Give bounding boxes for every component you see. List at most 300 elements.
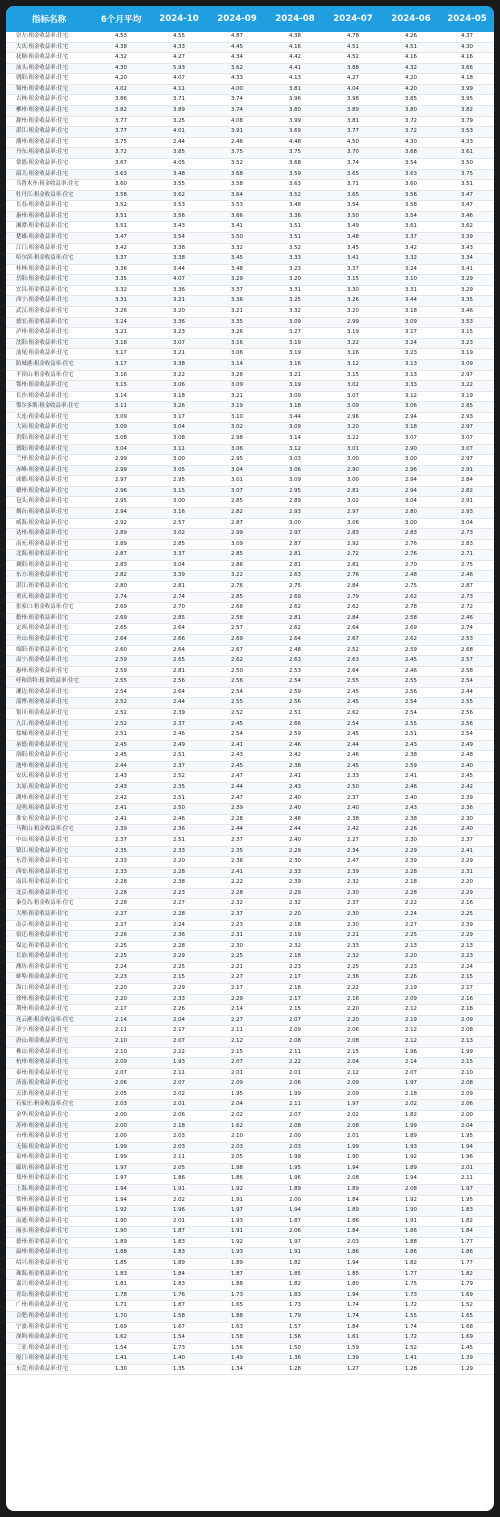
table-cell: 3.72 (382, 127, 440, 138)
table-cell: 2.62 (266, 624, 324, 635)
table-row (6, 1311, 494, 1322)
table-cell: 1.34 (208, 1364, 266, 1375)
column-header[interactable]: 6个月平均 (92, 6, 150, 32)
table-cell: 4.50 (324, 137, 382, 148)
table-cell: 2.07 (382, 1068, 440, 1079)
table-cell: 3.22 (440, 381, 494, 392)
table-cell: 2.06 (150, 1110, 208, 1121)
table-cell: 2.18 (266, 984, 324, 995)
table-cell: 2.85 (150, 613, 208, 624)
row-label: 郴州:租金收益率:住宅 (6, 106, 92, 117)
table-cell: 2.31 (440, 867, 494, 878)
table-cell: 2.86 (208, 560, 266, 571)
table-cell: 2.08 (324, 1036, 382, 1047)
table-cell: 2.18 (382, 878, 440, 889)
table-cell: 2.74 (92, 592, 150, 603)
table-cell: 2.87 (266, 539, 324, 550)
table-cell: 2.51 (92, 730, 150, 741)
column-header[interactable]: 2024-06 (382, 6, 440, 32)
row-label: 江门:租金收益率:住宅 (6, 243, 92, 254)
table-cell: 2.43 (92, 772, 150, 783)
table-cell: 2.39 (92, 825, 150, 836)
table-cell: 1.49 (208, 1354, 266, 1365)
row-label: 宁波:租金收益率:住宅 (6, 1322, 92, 1333)
table-cell: 2.35 (92, 846, 150, 857)
table-cell: 3.18 (382, 307, 440, 318)
table-cell: 3.21 (266, 370, 324, 381)
table-cell: 1.28 (266, 1364, 324, 1375)
table-row (6, 74, 494, 85)
table-cell: 2.90 (382, 444, 440, 455)
table-cell: 3.50 (324, 211, 382, 222)
row-label: 赣州:租金收益率:住宅 (6, 486, 92, 497)
table-cell: 1.73 (150, 1343, 208, 1354)
table-cell: 1.40 (150, 1354, 208, 1365)
table-cell: 3.21 (208, 391, 266, 402)
table-cell: 4.26 (382, 32, 440, 42)
table-cell: 3.07 (382, 433, 440, 444)
table-cell: 2.37 (208, 835, 266, 846)
table-cell: 2.03 (92, 1100, 150, 1111)
table-cell: 1.94 (92, 1195, 150, 1206)
row-label: 北海:租金收益率:住宅 (6, 550, 92, 561)
table-cell: 2.62 (324, 603, 382, 614)
table-cell: 3.99 (266, 116, 324, 127)
table-cell: 3.19 (324, 328, 382, 339)
table-cell: 2.00 (92, 1132, 150, 1143)
table-cell: 2.11 (266, 1100, 324, 1111)
table-row (6, 338, 494, 349)
table-cell: 3.32 (382, 254, 440, 265)
table-cell: 2.84 (324, 582, 382, 593)
row-label: 锦州:租金收益率:住宅 (6, 84, 92, 95)
table-card (6, 6, 494, 1511)
table-cell: 2.47 (324, 857, 382, 868)
table-cell: 3.52 (92, 201, 150, 212)
table-cell: 1.83 (266, 1290, 324, 1301)
table-cell: 2.23 (92, 973, 150, 984)
table-cell: 2.23 (382, 962, 440, 973)
table-cell: 1.79 (440, 1280, 494, 1291)
table-cell: 2.38 (324, 814, 382, 825)
table-cell: 3.61 (382, 222, 440, 233)
row-label: 厦门:租金收益率:住宅 (6, 1354, 92, 1365)
table-cell: 2.66 (150, 634, 208, 645)
table-cell: 3.56 (382, 190, 440, 201)
table-cell: 2.15 (440, 1058, 494, 1069)
table-cell: 2.76 (208, 582, 266, 593)
table-cell: 2.45 (92, 751, 150, 762)
table-cell: 1.72 (382, 1301, 440, 1312)
table-cell: 2.42 (324, 825, 382, 836)
row-label: 廊坊:租金收益率:住宅 (6, 1163, 92, 1174)
table-cell: 2.64 (324, 666, 382, 677)
table-cell: 3.44 (150, 264, 208, 275)
table-cell: 2.57 (440, 656, 494, 667)
table-cell: 3.48 (150, 169, 208, 180)
table-cell: 3.34 (440, 254, 494, 265)
table-cell: 2.98 (208, 433, 266, 444)
table-cell: 2.85 (208, 550, 266, 561)
table-cell: 2.95 (150, 476, 208, 487)
table-cell: 2.69 (92, 613, 150, 624)
table-row (6, 687, 494, 698)
table-cell: 2.22 (150, 1047, 208, 1058)
column-header[interactable]: 2024-09 (208, 6, 266, 32)
table-row (6, 603, 494, 614)
table-cell: 2.56 (266, 698, 324, 709)
table-row (6, 878, 494, 889)
table-cell: 1.90 (92, 1216, 150, 1227)
table-cell: 2.27 (208, 1015, 266, 1026)
table-cell: 2.27 (150, 899, 208, 910)
table-cell: 2.29 (440, 857, 494, 868)
table-cell: 2.64 (324, 624, 382, 635)
table-row (6, 1301, 494, 1312)
table-row (6, 909, 494, 920)
table-row (6, 783, 494, 794)
row-label: 安庆:租金收益率:住宅 (6, 772, 92, 783)
row-label: 哈尔滨:租金收益率:住宅 (6, 254, 92, 265)
row-label: 长沙:租金收益率:住宅 (6, 391, 92, 402)
table-cell: 2.76 (382, 550, 440, 561)
table-cell: 2.06 (440, 1100, 494, 1111)
table-cell: 1.89 (382, 1163, 440, 1174)
table-cell: 2.15 (440, 973, 494, 984)
table-cell: 3.75 (208, 148, 266, 159)
table-cell: 2.29 (440, 888, 494, 899)
table-row (6, 867, 494, 878)
table-cell: 2.28 (150, 909, 208, 920)
table-cell: 2.19 (382, 984, 440, 995)
table-row (6, 317, 494, 328)
table-cell: 2.20 (324, 1005, 382, 1016)
table-cell: 2.03 (150, 1132, 208, 1143)
table-row (6, 730, 494, 741)
row-label: 朝阳:租金收益率:住宅 (6, 74, 92, 85)
table-cell: 1.86 (208, 1174, 266, 1185)
table-cell: 1.39 (440, 1354, 494, 1365)
table-cell: 2.54 (208, 730, 266, 741)
table-cell: 2.25 (208, 952, 266, 963)
table-cell: 1.45 (440, 1343, 494, 1354)
table-cell: 4.52 (324, 53, 382, 64)
table-cell: 2.74 (150, 592, 208, 603)
row-label: 温州:租金收益率:住宅 (6, 1248, 92, 1259)
table-cell: 3.17 (92, 359, 150, 370)
table-cell: 1.50 (266, 1343, 324, 1354)
table-cell: 1.95 (440, 1132, 494, 1143)
table-cell: 3.71 (150, 95, 208, 106)
table-cell: 3.04 (440, 518, 494, 529)
table-cell: 4.30 (92, 63, 150, 74)
table-cell: 1.76 (150, 1290, 208, 1301)
table-cell: 2.57 (150, 518, 208, 529)
table-cell: 3.52 (266, 243, 324, 254)
table-cell: 3.07 (440, 444, 494, 455)
table-row (6, 899, 494, 910)
table-cell: 1.99 (92, 1153, 150, 1164)
row-label: 大连:租金收益率:住宅 (6, 412, 92, 423)
table-cell: 3.10 (208, 412, 266, 423)
row-label: 镇江:租金收益率:住宅 (6, 846, 92, 857)
table-cell: 1.96 (150, 1206, 208, 1217)
table-cell: 3.16 (324, 349, 382, 360)
table-cell: 2.30 (440, 814, 494, 825)
table-row (6, 1153, 494, 1164)
table-cell: 2.26 (92, 931, 150, 942)
row-label: 九江:租金收益率:住宅 (6, 719, 92, 730)
row-label: 崇左:租金收益率:住宅 (6, 32, 92, 42)
table-cell: 2.33 (92, 867, 150, 878)
table-cell: 3.45 (324, 243, 382, 254)
table-cell: 3.33 (266, 254, 324, 265)
table-cell: 3.99 (440, 84, 494, 95)
table-cell: 1.69 (440, 1290, 494, 1301)
row-label: 秦皇岛:租金收益率:住宅 (6, 899, 92, 910)
row-label: 银川:租金收益率:住宅 (6, 709, 92, 720)
table-cell: 3.12 (382, 391, 440, 402)
table-cell: 3.54 (324, 201, 382, 212)
table-cell: 4.30 (440, 42, 494, 53)
row-label: 苏州:租金收益率:住宅 (6, 1121, 92, 1132)
table-cell: 3.77 (92, 116, 150, 127)
table-cell: 2.97 (266, 529, 324, 540)
table-cell: 1.92 (382, 1195, 440, 1206)
table-cell: 2.93 (440, 412, 494, 423)
table-cell: 3.41 (208, 222, 266, 233)
table-cell: 3.17 (382, 328, 440, 339)
table-cell: 3.36 (208, 296, 266, 307)
table-cell: 1.99 (324, 1142, 382, 1153)
table-cell: 3.56 (150, 211, 208, 222)
table-cell: 3.61 (440, 148, 494, 159)
table-cell: 3.18 (92, 338, 150, 349)
table-row (6, 1354, 494, 1365)
table-cell: 3.53 (150, 201, 208, 212)
table-cell: 1.84 (324, 1195, 382, 1206)
table-row (6, 1089, 494, 1100)
table-cell: 2.62 (382, 592, 440, 603)
table-row (6, 1100, 494, 1111)
table-cell: 2.08 (324, 1121, 382, 1132)
table-cell: 1.89 (92, 1237, 150, 1248)
table-row (6, 624, 494, 635)
table-cell: 2.27 (92, 920, 150, 931)
table-cell: 2.74 (440, 624, 494, 635)
row-label: 承德:租金收益率:住宅 (6, 740, 92, 751)
table-cell: 2.28 (150, 941, 208, 952)
table-cell: 2.28 (92, 899, 150, 910)
table-cell: 3.06 (382, 402, 440, 413)
table-cell: 2.25 (440, 909, 494, 920)
table-row (6, 994, 494, 1005)
table-cell: 2.13 (440, 941, 494, 952)
table-cell: 2.06 (324, 1026, 382, 1037)
table-cell: 4.11 (150, 84, 208, 95)
row-label: 惠州:租金收益率:住宅 (6, 666, 92, 677)
table-cell: 3.68 (208, 169, 266, 180)
table-cell: 3.63 (382, 169, 440, 180)
table-cell: 2.62 (208, 656, 266, 667)
table-cell: 1.82 (382, 1259, 440, 1270)
table-cell: 3.24 (92, 317, 150, 328)
table-cell: 2.83 (92, 560, 150, 571)
table-header (6, 6, 494, 32)
table-cell: 1.87 (150, 1301, 208, 1312)
table-cell: 2.59 (382, 761, 440, 772)
table-cell: 2.35 (150, 783, 208, 794)
table-cell: 2.97 (440, 423, 494, 434)
table-cell: 2.14 (92, 1015, 150, 1026)
table-cell: 4.16 (440, 53, 494, 64)
table-cell: 4.33 (208, 74, 266, 85)
row-label: 马鞍山:租金收益率:住宅 (6, 825, 92, 836)
table-cell: 2.12 (208, 1036, 266, 1047)
table-cell: 2.55 (324, 677, 382, 688)
table-cell: 3.07 (150, 338, 208, 349)
table-cell: 2.43 (266, 783, 324, 794)
row-label: 湖州:租金收益率:住宅 (6, 793, 92, 804)
column-header[interactable]: 2024-07 (324, 6, 382, 32)
table-cell: 3.86 (92, 95, 150, 106)
table-cell: 2.10 (440, 1068, 494, 1079)
row-label: 呼和浩特:租金收益率:住宅 (6, 677, 92, 688)
table-cell: 2.13 (440, 1036, 494, 1047)
table-cell: 3.15 (150, 486, 208, 497)
column-header[interactable]: 2024-10 (150, 6, 208, 32)
table-cell: 2.28 (208, 888, 266, 899)
table-cell: 4.20 (92, 74, 150, 85)
table-cell: 2.93 (440, 508, 494, 519)
table-cell: 2.39 (324, 867, 382, 878)
table-cell: 2.45 (324, 761, 382, 772)
table-row (6, 264, 494, 275)
table-cell: 3.51 (92, 211, 150, 222)
table-cell: 3.35 (440, 296, 494, 307)
row-label: 吉林:租金收益率:住宅 (6, 95, 92, 106)
table-cell: 2.47 (208, 793, 266, 804)
table-cell: 2.52 (324, 645, 382, 656)
table-cell: 3.20 (150, 307, 208, 318)
table-cell: 3.09 (92, 412, 150, 423)
row-label: 合肥:租金收益率:住宅 (6, 1311, 92, 1322)
table-cell: 2.79 (324, 592, 382, 603)
table-cell: 2.44 (150, 137, 208, 148)
table-cell: 2.59 (266, 687, 324, 698)
table-cell: 3.65 (324, 190, 382, 201)
row-label: 汕头:租金收益率:住宅 (6, 63, 92, 74)
table-cell: 2.00 (266, 1132, 324, 1143)
row-label: 包头:租金收益率:住宅 (6, 497, 92, 508)
table-cell: 2.51 (150, 793, 208, 804)
table-cell: 3.22 (150, 370, 208, 381)
table-cell: 2.54 (324, 719, 382, 730)
table-cell: 3.80 (266, 106, 324, 117)
table-cell: 2.92 (92, 518, 150, 529)
table-cell: 2.55 (440, 698, 494, 709)
table-cell: 3.53 (440, 317, 494, 328)
table-cell: 2.32 (208, 899, 266, 910)
table-row (6, 751, 494, 762)
table-cell: 1.59 (324, 1343, 382, 1354)
table-cell: 2.15 (266, 1005, 324, 1016)
table-cell: 3.47 (440, 201, 494, 212)
table-cell: 2.14 (208, 1005, 266, 1016)
row-label: 儋州:租金收益率:住宅 (6, 613, 92, 624)
table-cell: 3.42 (382, 243, 440, 254)
row-label: 沈阳:租金收益率:住宅 (6, 338, 92, 349)
table-cell: 1.85 (92, 1259, 150, 1270)
table-cell: 3.41 (324, 254, 382, 265)
table-cell: 2.76 (382, 539, 440, 550)
table-cell: 2.03 (324, 1237, 382, 1248)
table-cell: 3.07 (208, 486, 266, 497)
table-cell: 2.28 (92, 878, 150, 889)
table-cell: 2.01 (150, 1100, 208, 1111)
table-row (6, 42, 494, 53)
table-cell: 3.58 (208, 180, 266, 191)
table-cell: 1.94 (440, 1142, 494, 1153)
table-cell: 2.04 (324, 1058, 382, 1069)
table-cell: 4.48 (266, 137, 324, 148)
table-cell: 2.76 (324, 571, 382, 582)
row-label: 淮安:租金收益率:住宅 (6, 814, 92, 825)
table-cell: 3.23 (150, 328, 208, 339)
table-cell: 3.02 (324, 497, 382, 508)
table-cell: 3.04 (208, 465, 266, 476)
table-row (6, 1343, 494, 1354)
table-cell: 3.04 (150, 560, 208, 571)
table-cell: 2.38 (382, 751, 440, 762)
column-header[interactable]: 2024-08 (266, 6, 324, 32)
table-cell: 2.04 (150, 1015, 208, 1026)
table-cell: 3.59 (266, 169, 324, 180)
table-cell: 3.44 (266, 412, 324, 423)
table-cell: 2.89 (266, 497, 324, 508)
table-cell: 3.75 (266, 148, 324, 159)
table-row (6, 1290, 494, 1301)
row-label: 徐州:租金收益率:住宅 (6, 994, 92, 1005)
column-header-name[interactable]: 指标名称 (6, 6, 92, 32)
table-row (6, 793, 494, 804)
table-cell: 3.29 (208, 275, 266, 286)
table-cell: 2.75 (382, 582, 440, 593)
table-cell: 1.52 (440, 1301, 494, 1312)
row-label: 洛阳:租金收益率:住宅 (6, 751, 92, 762)
row-label: 绵阳:租金收益率:住宅 (6, 645, 92, 656)
table-cell: 2.62 (266, 603, 324, 614)
table-cell: 2.29 (150, 984, 208, 995)
table-cell: 2.41 (208, 740, 266, 751)
table-cell: 3.31 (382, 285, 440, 296)
table-cell: 1.86 (440, 1248, 494, 1259)
row-label: 乌鲁木齐:租金收益率:住宅 (6, 180, 92, 191)
table-cell: 3.15 (324, 275, 382, 286)
table-cell: 2.95 (208, 455, 266, 466)
table-cell: 3.96 (266, 95, 324, 106)
column-header[interactable]: 2024-05 (440, 6, 494, 32)
table-cell: 2.37 (324, 899, 382, 910)
table-cell: 2.29 (266, 846, 324, 857)
table-cell: 3.06 (266, 465, 324, 476)
table-cell: 2.09 (324, 1089, 382, 1100)
table-cell: 2.42 (266, 751, 324, 762)
table-row (6, 804, 494, 815)
table-cell: 2.75 (266, 582, 324, 593)
table-row (6, 814, 494, 825)
table-cell: 3.22 (324, 338, 382, 349)
